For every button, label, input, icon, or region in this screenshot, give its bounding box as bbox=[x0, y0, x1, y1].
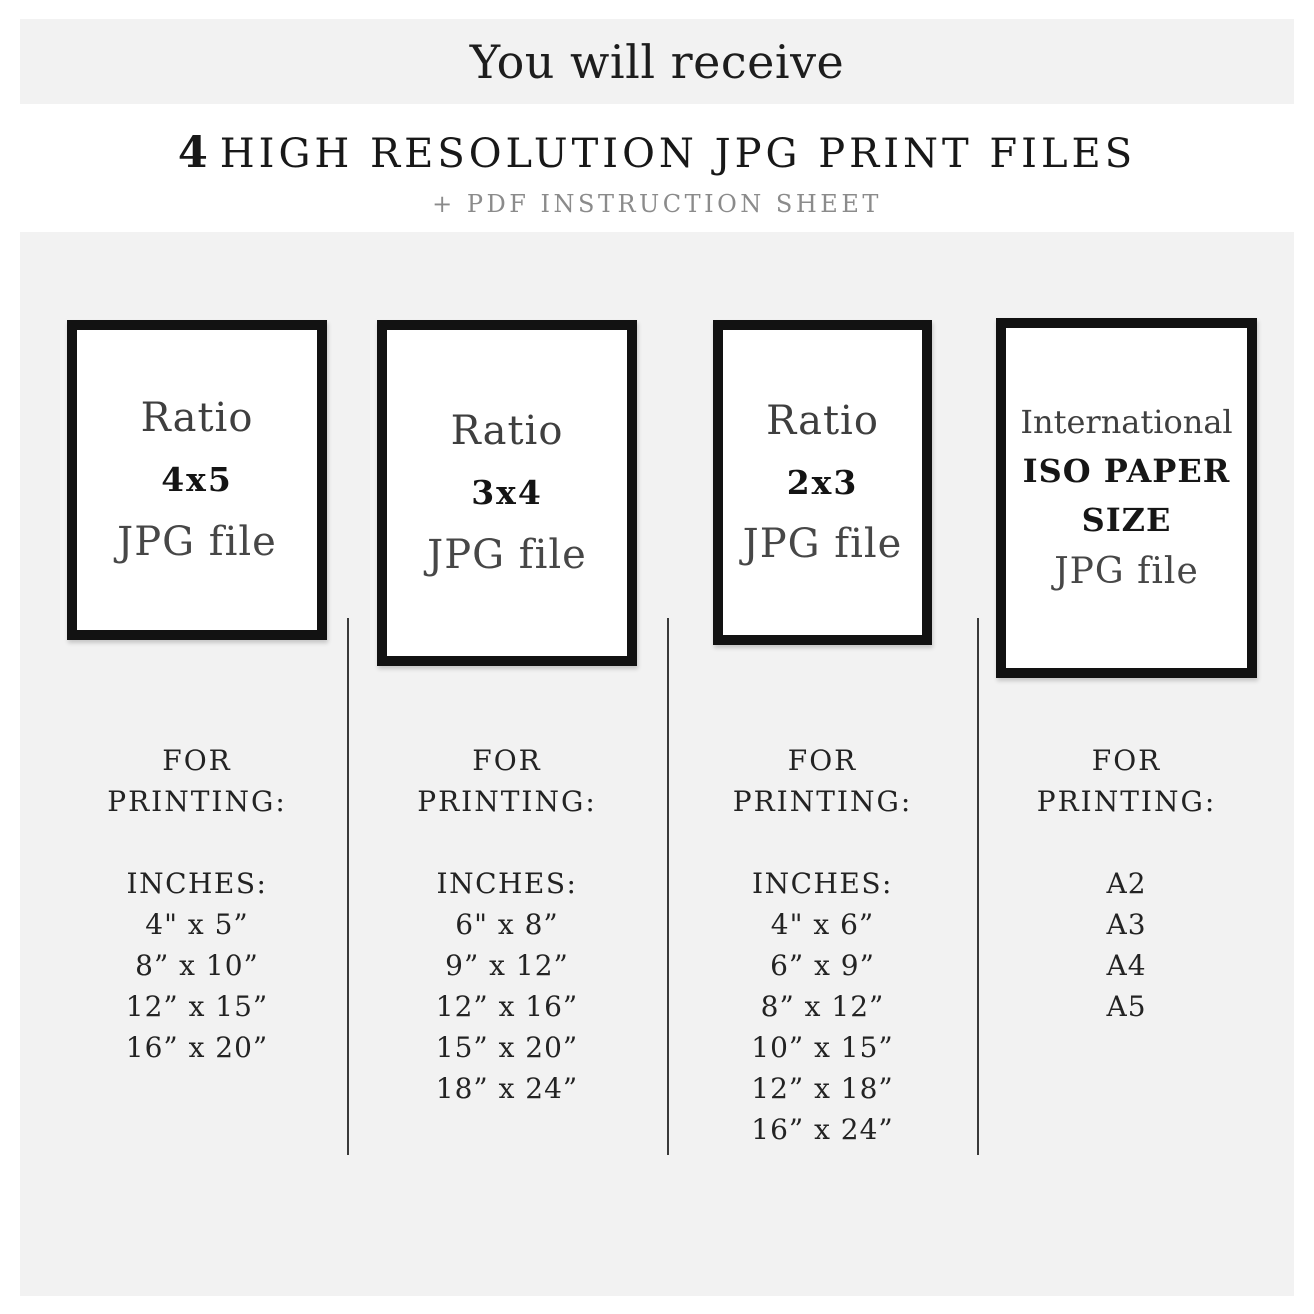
file-type-label: JPG file bbox=[1054, 550, 1199, 592]
size-row: 15” x 20” bbox=[435, 1031, 579, 1064]
for-printing-label: PRINTING: bbox=[417, 785, 597, 818]
international-label: International bbox=[1020, 403, 1233, 442]
size-row: A2 bbox=[1106, 867, 1147, 900]
banner-title: You will receive bbox=[469, 34, 845, 89]
unit-label: INCHES: bbox=[752, 867, 893, 900]
size-row: 8” x 10” bbox=[135, 949, 259, 982]
size-row: 18” x 24” bbox=[435, 1072, 579, 1105]
for-printing-label: FOR bbox=[472, 744, 542, 777]
for-printing-label: FOR bbox=[787, 744, 858, 777]
size-row: A5 bbox=[1106, 990, 1147, 1023]
ratio-label: Ratio bbox=[140, 395, 254, 442]
for-printing-label: FOR bbox=[162, 744, 232, 777]
size-row: 4" x 5” bbox=[145, 908, 249, 941]
banner bbox=[20, 19, 1294, 104]
headline-text: HIGH RESOLUTION JPG PRINT FILES bbox=[219, 131, 1137, 177]
for-printing-label: FOR bbox=[1091, 744, 1162, 777]
ratio-value: 3x4 bbox=[471, 473, 543, 513]
ratio-value: 2x3 bbox=[786, 462, 859, 502]
column-divider-2 bbox=[667, 618, 669, 1155]
frame-ratio-4x5 bbox=[67, 320, 327, 640]
size-row: 12” x 15” bbox=[125, 990, 269, 1023]
headline bbox=[0, 128, 1314, 178]
subheadline: + PDF INSTRUCTION SHEET bbox=[432, 190, 882, 218]
unit-label: INCHES: bbox=[436, 867, 578, 900]
size-row: 6" x 8” bbox=[455, 908, 559, 941]
headline-section bbox=[0, 104, 1314, 232]
for-printing-label: PRINTING: bbox=[1036, 785, 1217, 818]
file-type-label: JPG file bbox=[117, 518, 277, 565]
size-row: A3 bbox=[1106, 908, 1147, 941]
size-row: 6” x 9” bbox=[770, 949, 875, 982]
ratio-value: 4x5 bbox=[161, 460, 233, 500]
column-divider-1 bbox=[347, 618, 349, 1155]
print-sizes-iso bbox=[996, 740, 1257, 1027]
size-row: 16” x 20” bbox=[125, 1031, 269, 1064]
size-row: 12” x 18” bbox=[751, 1072, 894, 1105]
size-row: 9” x 12” bbox=[445, 949, 569, 982]
frame-ratio-3x4 bbox=[377, 320, 637, 666]
print-sizes-3x4 bbox=[377, 740, 637, 1109]
size-label: SIZE bbox=[1081, 500, 1172, 539]
size-row: 12” x 16” bbox=[435, 990, 579, 1023]
size-row: 8” x 12” bbox=[760, 990, 885, 1023]
iso-paper-label: ISO PAPER bbox=[1022, 451, 1231, 490]
for-printing-label: PRINTING: bbox=[732, 785, 913, 818]
file-type-label: JPG file bbox=[427, 531, 587, 578]
size-row: 4" x 6” bbox=[770, 908, 875, 941]
ratio-label: Ratio bbox=[766, 397, 879, 444]
for-printing-label: PRINTING: bbox=[107, 785, 287, 818]
print-sizes-2x3 bbox=[713, 740, 932, 1150]
frame-iso-paper-size bbox=[996, 318, 1257, 678]
iso-size-rows bbox=[996, 863, 1257, 1027]
column-divider-3 bbox=[977, 618, 979, 1155]
unit-label: INCHES: bbox=[126, 867, 268, 900]
print-sizes-4x5 bbox=[67, 740, 327, 1068]
headline-file-count: 4 bbox=[177, 128, 208, 178]
file-type-label: JPG file bbox=[742, 521, 903, 568]
main-panel bbox=[20, 232, 1294, 1296]
size-row: A4 bbox=[1106, 949, 1147, 982]
ratio-label: Ratio bbox=[450, 408, 564, 455]
size-row: 10” x 15” bbox=[751, 1031, 894, 1064]
frame-ratio-2x3 bbox=[713, 320, 932, 645]
size-row: 16” x 24” bbox=[751, 1113, 894, 1146]
